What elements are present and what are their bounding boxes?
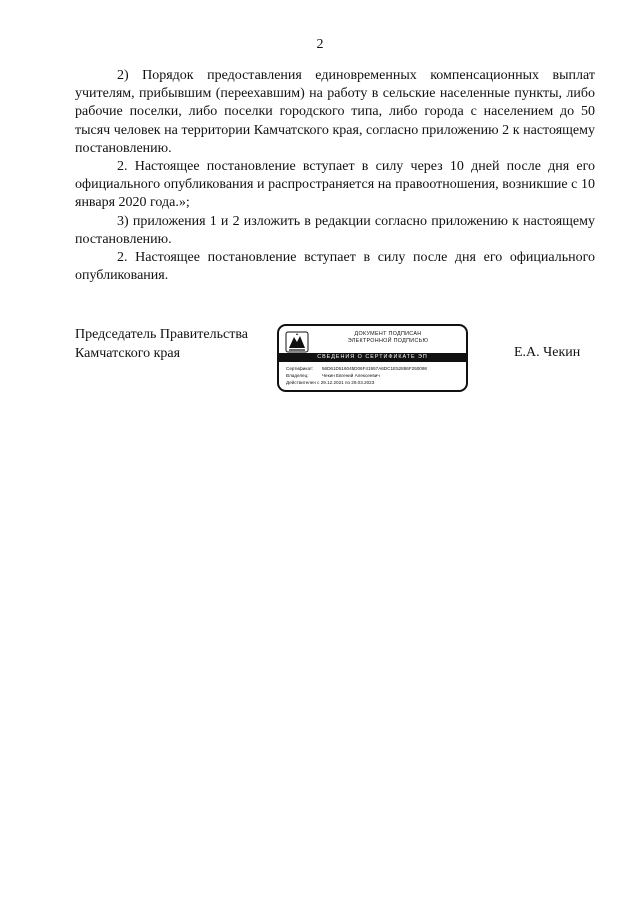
paragraph-entry-into-force: 2. Настоящее постановление вступает в силу после дня его официального опубликования.: [75, 250, 595, 284]
owner-value: Чекин Евгений Алексеевич: [322, 373, 380, 378]
signer-title: [75, 326, 248, 363]
signer-title-line2: Камчатского края: [75, 345, 181, 361]
stamp-heading-line2: ЭЛЕКТРОННОЙ ПОДПИСЬЮ: [347, 337, 429, 344]
signer-name: Е.А. Чекин: [514, 345, 581, 360]
stamp-validity: Действителен с 29.12.2021 по 29.03.2023: [286, 380, 375, 385]
signer-title-line1: Председатель Правительства: [75, 327, 248, 342]
coat-of-arms-icon: [285, 331, 309, 353]
stamp-certificate-row: [286, 365, 462, 372]
electronic-signature-stamp: [277, 324, 468, 392]
paragraph-order-item: 2) Порядок предоставления единовременных компенсационных выплат учителям, прибывшим (переехавшим) на работу в сельские населенные пункты, либо рабочие поселки, либо поселки городского типа, либо города с населением до 50 тысяч человек на территории Камчатского края, согласно приложению 2 к настоящему постановлению.: [75, 68, 595, 156]
document-body: [75, 67, 595, 285]
stamp-details: [286, 365, 462, 386]
stamp-owner-row: [286, 372, 462, 379]
stamp-heading: [313, 331, 463, 344]
page-number: 2: [316, 37, 324, 52]
stamp-heading-line1: ДОКУМЕНТ ПОДПИСАН: [354, 331, 422, 337]
paragraph-entry-into-force-quoted: 2. Настоящее постановление вступает в силу через 10 дней после дня его официального опубликования и распространяется на правоотношения, возникшие с 10 января 2020 года.»;: [75, 159, 595, 211]
owner-label: Владелец:: [286, 373, 309, 378]
certificate-value: 56D61D516045D06F41957A6DC1E52886F250098: [322, 366, 427, 371]
paragraph-appendices: 3) приложения 1 и 2 изложить в редакции согласно приложению к настоящему постановлению.: [75, 213, 595, 247]
stamp-certificate-band: СВЕДЕНИЯ О СЕРТИФИКАТЕ ЭП: [279, 353, 466, 362]
certificate-label: Сертификат:: [286, 366, 314, 371]
